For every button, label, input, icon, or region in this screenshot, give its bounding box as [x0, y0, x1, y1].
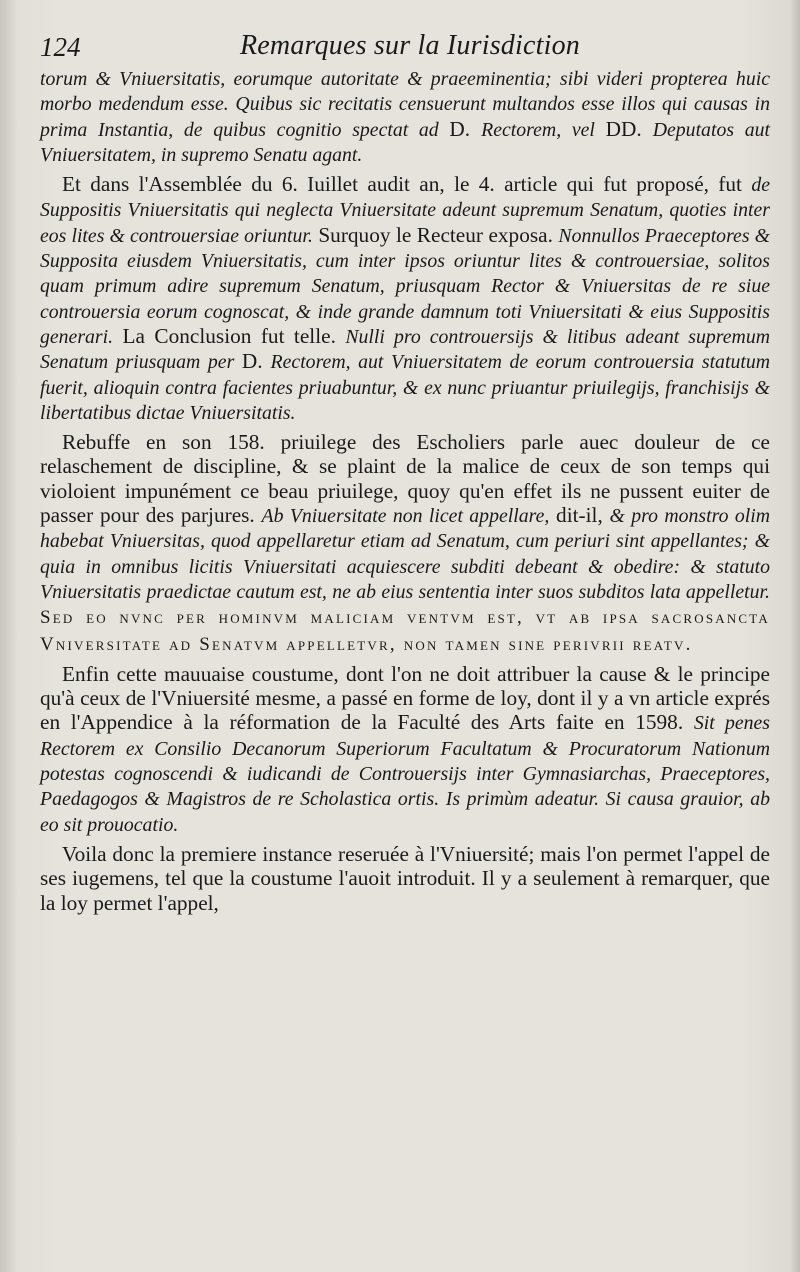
- text-segment: dit-il,: [549, 503, 610, 528]
- text-segment: Voila donc la premiere instance reseruée à l'Vniuersité; mais l'on permet l'appel de ses iugemens, tel que la coustume l'auoit introduit. Il y a seulement à remarquer, que la loy permet l'appel,: [40, 841, 770, 915]
- paragraph-0: [40, 66, 770, 167]
- text-segment: DD.: [605, 116, 653, 141]
- paragraph-1: [40, 172, 770, 425]
- text-segment: & pro monstro olim habebat Vniuersitas, quod appellaretur etiam ad Senatum, cum periuri sint appellantes; & quia in omnibus licitis Vniuersitati acquiescere subditi debeant & obedire: & statuto Vniuersitatis praedictae cautum est, ne ab eius sententia inter suos subditos lata appelletur.: [40, 505, 770, 603]
- text-segment: D.: [449, 116, 482, 141]
- text-segment: Nulli pro controuersijs & litibus adeant supremum Senatum priusquam per: [40, 325, 770, 374]
- paragraph-4: [40, 842, 770, 915]
- text-segment: Sit penes Rectorem ex Consilio Decanorum Superiorum Facultatum & Procuratorum Nationum potestas cognoscendi & iudicandi de Controuersijs inter Gymnasiarchas, Praeceptores, Paedagogos & Magistros de re Scholastica ortis. Is primùm adeatur. Si causa grauior, ab eo sit prouocatio.: [40, 712, 771, 836]
- text-segment: Sed eo nvnc per hominvm maliciam ventvm est, vt ab ipsa sacrosancta Vniversitate ad Senatvm appelletvr, non tamen sine perivrii reatv.: [40, 607, 770, 655]
- text-segment: Enfin cette mauuaise coustume, dont l'on ne doit attribuer la cause & le principe qu'à ceux de l'Vniuersité mesme, a passé en forme de loy, dont il y a vn article exprés en l'Appendice à la réformation de la Faculté des Arts faite en 1598.: [40, 661, 770, 735]
- text-segment: D.: [241, 349, 271, 374]
- text-segment: Deputatos aut Vniuersitatem, in supremo Senatu agant.: [40, 118, 770, 166]
- page-number: 124: [40, 32, 81, 62]
- paragraph-2: [40, 430, 770, 657]
- text-segment: Rectorem, vel: [481, 118, 606, 141]
- text-segment: La Conclusion fut telle.: [113, 323, 346, 348]
- text-segment: de Suppositis Vniuersitatis qui neglecta Vniuersitate adeunt supremum Senatum, quoties inter eos lites & controuersiae oriuntur.: [40, 174, 770, 247]
- text-segment: Rebuffe en son 158. priuilege des Escholiers parle auec douleur de ce relaschement de discipline, & se plaint de la malice de ceux de son temps qui violoient impunément ce beau priuilege, quoy qu'en effet ils ne pussent euiter de passer pour des parjures.: [40, 430, 770, 528]
- text-segment: Nonnullos Praeceptores & Supposita eiusdem Vniuersitatis, cum inter ipsos oriuntur lites & controuersiae, solitos quam primum adire supremum Senatum, priusquam Rector & Vniuersitas de re siue controuersia eorum cognoscat, & inde grande damnum toti Vniuersitati & eius Suppositis generari.: [40, 224, 770, 348]
- text-segment: Rectorem, aut Vniuersitatem de eorum controuersia statutum fuerit, alioquin contra facientes priuabuntur, & ex nunc priuantur priuilegijs, franchisijs & libertatibus dictae Vniuersitatis.: [40, 351, 771, 424]
- paragraph-3: [40, 662, 770, 837]
- running-title: Remarques sur la Iurisdiction: [240, 30, 580, 61]
- text-segment: Ab Vniuersitate non licet appellare,: [261, 505, 550, 528]
- text-segment: Et dans l'Assemblée du 6. Iuillet audit an, le 4. article qui fut proposé, fut: [62, 172, 752, 197]
- body-text: [40, 66, 770, 915]
- text-segment: torum & Vniuersitatis, eorumque autoritate & praeeminentia; sibi videri propterea huic morbo medendum esse. Quibus sic recitatis censuerunt multandos esse illos qui causas in prima Instantia, de quibus cognitio spectat ad: [40, 68, 770, 141]
- text-segment: Surquoy le Recteur exposa.: [312, 222, 559, 247]
- page-header: [40, 22, 770, 66]
